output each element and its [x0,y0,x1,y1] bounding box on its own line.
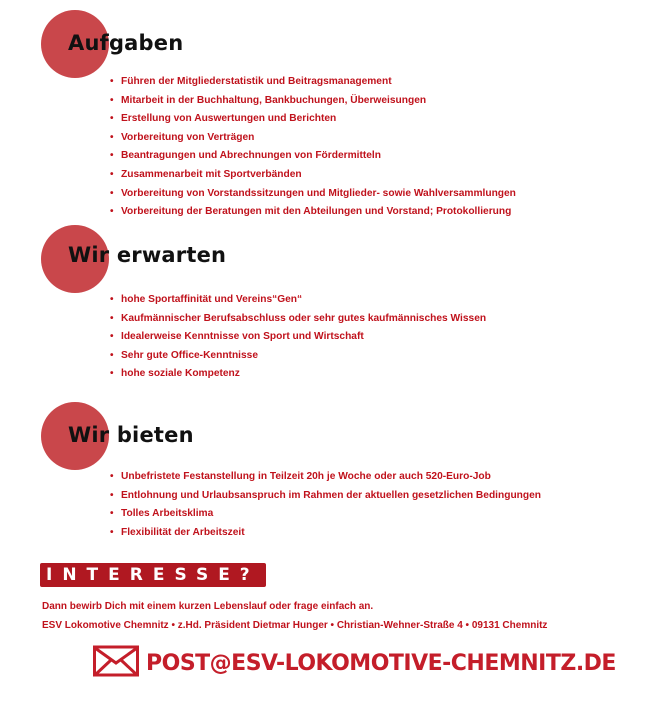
list-item: • Flexibilität der Arbeitszeit [107,524,541,543]
bullet-icon: • [110,294,114,305]
list-item: • Führen der Mitgliederstatistik und Beitragsmanagement [107,73,516,92]
list-item: • Vorbereitung der Beratungen mit den Abteilungen und Vorstand; Protokollierung [107,203,516,222]
list-item: • Idealerweise Kenntnisse von Sport und Wirtschaft [107,328,486,347]
list-item: • Erstellung von Auswertungen und Berichten [107,110,516,129]
bullet-icon: • [110,489,114,501]
bullet-icon: • [110,508,114,520]
section-heading: Wir erwarten [68,243,227,267]
benefits-list [107,468,541,542]
contact-address: ESV Lokomotive Chemnitz • z.Hd. Präsident Dietmar Hunger • Christian-Wehner-Straße 4 • 09131 Chemnitz [42,620,548,631]
list-item: • Entlohnung und Urlaubsanspruch im Rahmen der aktuellen gesetzlichen Bedingungen [107,487,541,506]
list-item: • Sehr gute Office-Kenntnisse [107,347,486,366]
requirements-list [107,291,486,384]
bullet-icon: • [110,187,114,199]
section-heading: Wir bieten [68,423,194,447]
list-item: • Unbefristete Festanstellung in Teilzeit 20h je Woche oder auch 520-Euro-Job [107,468,541,487]
bullet-icon: • [110,526,114,538]
list-item: • Vorbereitung von Vorstandssitzungen und Mitglieder- sowie Wahlversammlungen [107,185,516,204]
bullet-icon: • [110,349,114,361]
list-item: • Mitarbeit in der Buchhaltung, Bankbuchungen, Überweisungen [107,92,516,111]
section-heading: Aufgaben [68,31,184,55]
list-item: • Kaufmännischer Berufsabschluss oder sehr gutes kaufmännisches Wissen [107,310,486,329]
bullet-icon: • [110,206,114,218]
bullet-icon: • [110,168,114,180]
bullet-icon: • [110,331,114,343]
bullet-icon: • [110,471,114,482]
bullet-icon: • [110,94,114,106]
task-list [107,73,516,222]
contact-intro: Dann bewirb Dich mit einem kurzen Lebenslauf oder frage einfach an. [42,601,374,612]
bullet-icon: • [110,113,114,125]
bullet-icon: • [110,312,114,324]
bullet-icon: • [110,76,114,87]
bullet-icon: • [110,368,114,380]
list-item: • hohe soziale Kompetenz [107,365,486,384]
list-item: • Vorbereitung von Verträgen [107,129,516,148]
bullet-icon: • [110,150,114,162]
interesse-banner: INTERESSE? [40,563,266,587]
bullet-icon: • [110,131,114,143]
list-item: • Tolles Arbeitsklima [107,505,541,524]
email-link[interactable]: POST@ESV-LOKOMOTIVE-CHEMNITZ.DE [146,651,616,676]
list-item: • Zusammenarbeit mit Sportverbänden [107,166,516,185]
list-item: • hohe Sportaffinität und Vereins“Gen“ [107,291,486,310]
envelope-icon [93,645,139,677]
list-item: • Beantragungen und Abrechnungen von Fördermitteln [107,147,516,166]
